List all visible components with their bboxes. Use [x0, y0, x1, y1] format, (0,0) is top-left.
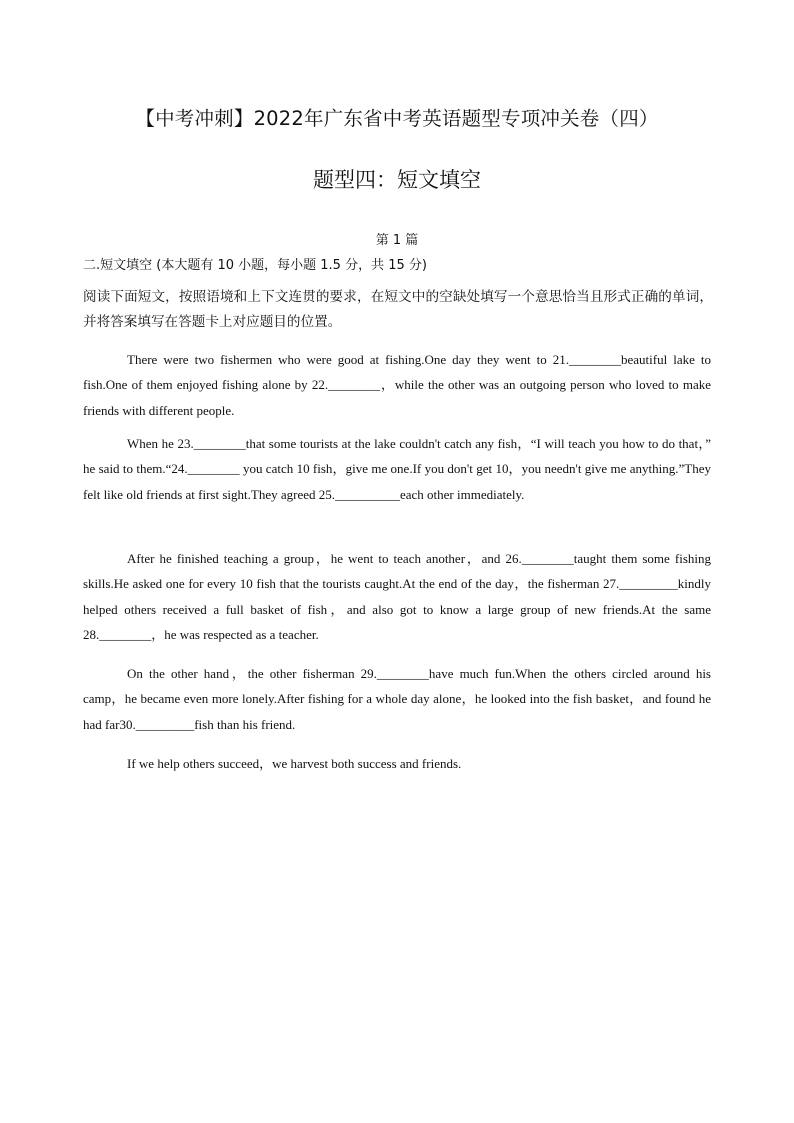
question-type-subtitle: 题型四：短文填空: [313, 168, 481, 192]
document-title: 【中考冲刺】2022年广东省中考英语题型专项冲关卷（四）: [135, 107, 659, 130]
section-heading: 二.短文填空 (本大题有 10 小题，每小题 1.5 分，共 15 分): [83, 258, 427, 273]
passage-paragraph-1: There were two fishermen who were good at fishing.One day they went to 21.________beautiful lake to fish.One of them enjoyed fishing alone by 22.________，while the other was an outgoing person who loved to make friends with different people.: [83, 352, 711, 418]
passage-paragraph-4: On the other hand，the other fisherman 29.________have much fun.When the others circled around his camp，he became even more lonely.After fishing for a whole day alone，he looked into the fish basket，and found he had far30._________fish than his friend.: [83, 666, 711, 732]
passage-number: 第 1 篇: [375, 233, 419, 248]
passage-paragraph-5: If we help others succeed，we harvest both success and friends.: [127, 756, 462, 771]
instructions: 阅读下面短文，按照语境和上下文连贯的要求，在短文中的空缺处填写一个意思恰当且形式正确的单词，并将答案填写在答题卡上对应题目的位置。: [83, 289, 713, 330]
passage-paragraph-2: When he 23.________that some tourists at the lake couldn't catch any fish，“I will teach you how to do that，” he said to them.“24.________ you catch 10 fish，give me one.If you don't get 10，you needn't give me anything.”They felt like old friends at first sight.They agreed 25.__________each other immediately.: [83, 436, 711, 502]
passage-paragraph-3: After he finished teaching a group，he went to teach another，and 26.________taught them some fishing skills.He asked one for every 10 fish that the tourists caught.At the end of the day，the fisherman 27._________kindly helped others received a full basket of fish，and also got to know a large group of new friends.At the same 28.________，he was respected as a teacher.: [83, 551, 711, 642]
